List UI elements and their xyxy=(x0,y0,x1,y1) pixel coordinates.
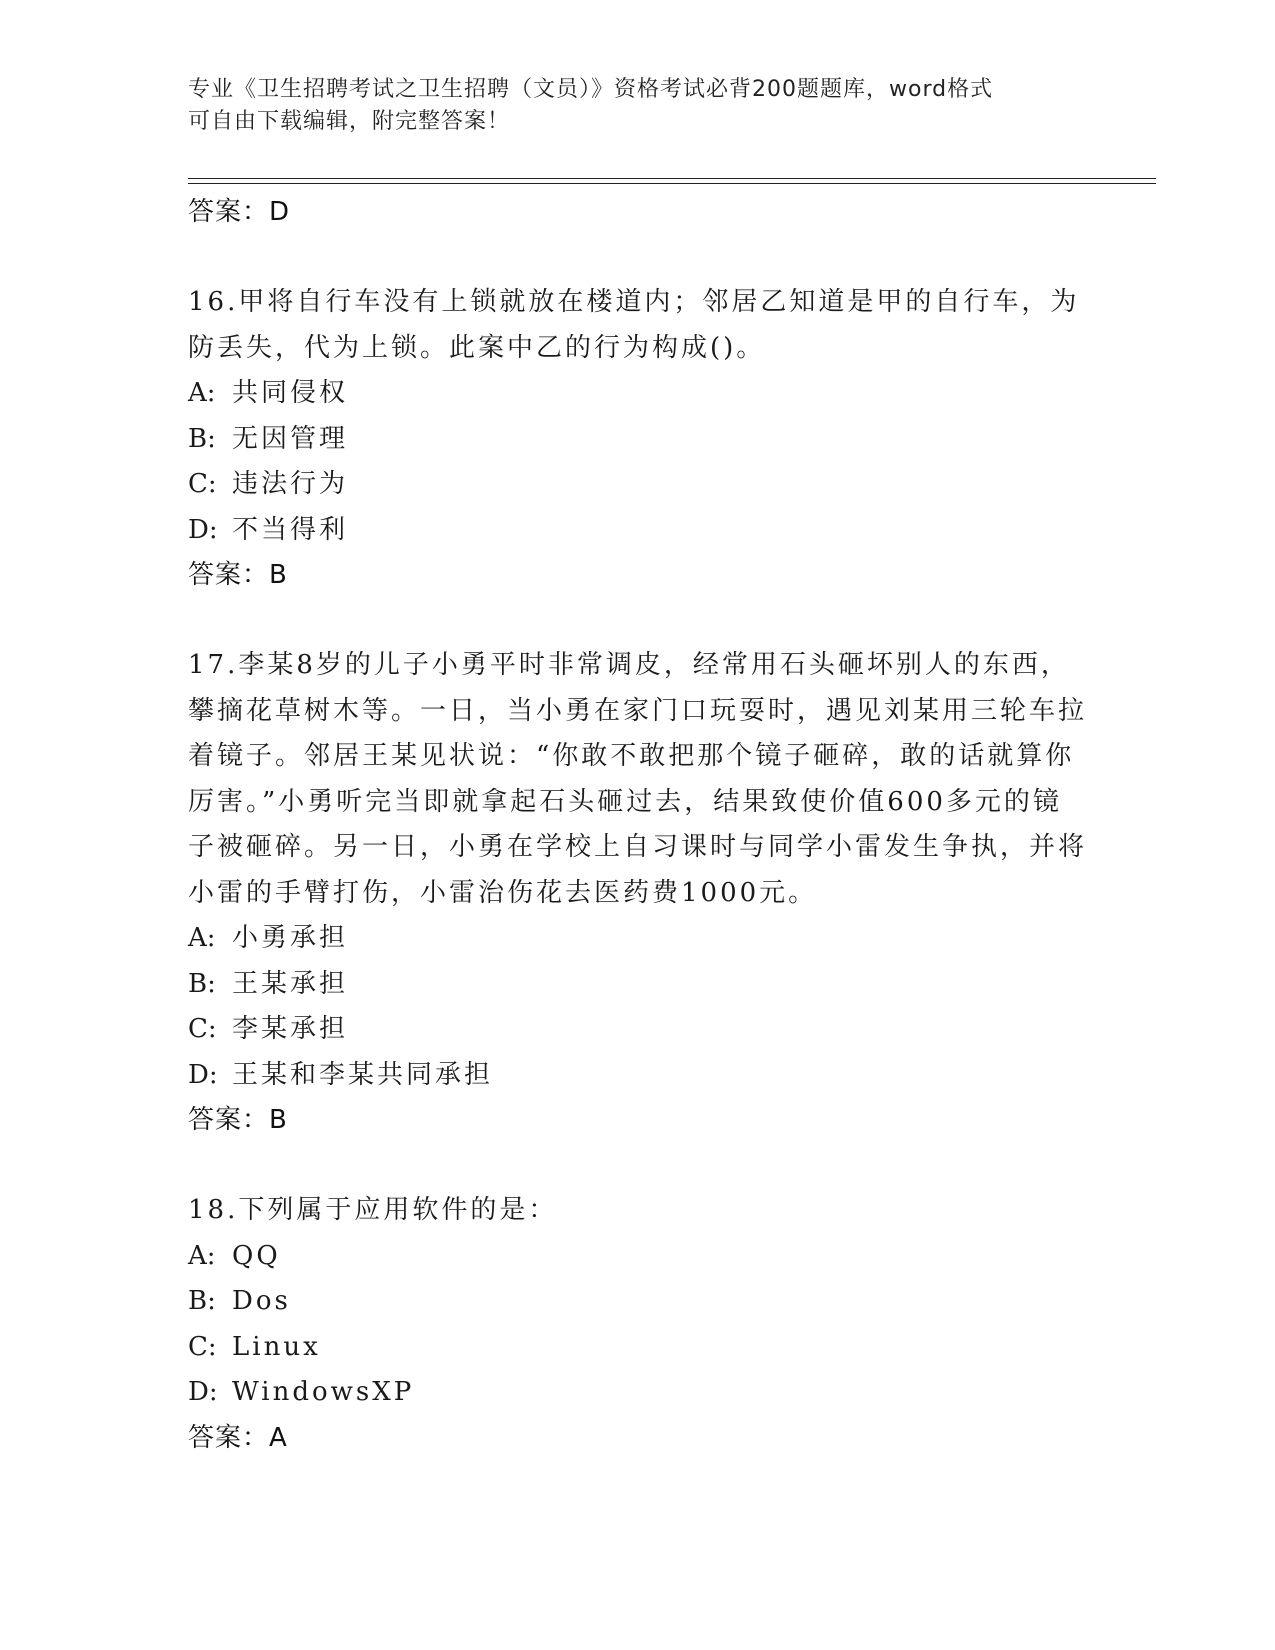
option-key: D: xyxy=(188,514,218,545)
option-text: 王某承担 xyxy=(232,968,349,999)
option-b xyxy=(188,1279,1088,1325)
header-line-1: 专业《卫生招聘考试之卫生招聘（文员）》资格考试必背200题题库，word格式 xyxy=(188,77,994,102)
option-a xyxy=(188,1234,1088,1280)
question-stem: 16.甲将自行车没有上锁就放在楼道内；邻居乙知道是甲的自行车，为防丢失，代为上锁。此案中乙的行为构成()。 xyxy=(188,287,1080,363)
question-17 xyxy=(188,643,1088,1143)
header-divider-top xyxy=(188,178,1156,179)
option-key: D: xyxy=(188,1377,218,1407)
option-c xyxy=(188,462,1088,508)
answer-line: 答案：B xyxy=(188,560,288,590)
option-d xyxy=(188,1053,1088,1099)
question-list xyxy=(188,190,1088,1461)
option-text: 李某承担 xyxy=(232,1014,349,1044)
answer-line: 答案：B xyxy=(188,1105,288,1135)
option-d xyxy=(188,508,1088,554)
option-text: 无因管理 xyxy=(232,423,349,454)
option-b xyxy=(188,962,1088,1008)
option-b xyxy=(188,417,1088,463)
option-key: B: xyxy=(188,1286,216,1316)
option-text: 小勇承担 xyxy=(232,923,349,953)
option-d xyxy=(188,1370,1088,1416)
option-key: C: xyxy=(188,1331,217,1362)
option-key: B: xyxy=(188,968,216,999)
option-text: Linux xyxy=(232,1331,321,1362)
option-key: C: xyxy=(188,1014,217,1044)
header-line-2: 可自由下载编辑，附完整答案！ xyxy=(188,109,511,134)
option-key: A: xyxy=(188,378,216,408)
option-text: 违法行为 xyxy=(232,469,349,499)
question-16 xyxy=(188,280,1088,598)
option-c xyxy=(188,1325,1088,1371)
answer-line: 答案：A xyxy=(188,1422,288,1453)
option-text: WindowsXP xyxy=(232,1377,415,1407)
document-header xyxy=(188,74,1088,138)
option-key: A: xyxy=(188,923,216,953)
option-text: 共同侵权 xyxy=(232,378,349,408)
header-divider-bottom xyxy=(188,183,1156,184)
option-text: Dos xyxy=(232,1286,291,1316)
option-key: A: xyxy=(188,1240,216,1271)
question-stem: 17.李某8岁的儿子小勇平时非常调皮，经常用石头砸坏别人的东西，攀摘花草树木等。一日，当小勇在家门口玩耍时，遇见刘某用三轮车拉着镜子。邻居王某见状说：“你敢不敢把那个镜子砸碎，敢的话就算你厉害。”小勇听完当即就拿起石头砸过去，结果致使价值600多元的镜子被砸碎。另一日，小勇在学校上自习课时与同学小雷发生争执，并将小雷的手臂打伤，小雷治伤花去医药费1000元。 xyxy=(188,650,1088,908)
question-18 xyxy=(188,1188,1088,1461)
option-a xyxy=(188,371,1088,417)
option-a xyxy=(188,916,1088,962)
option-text: 王某和李某共同承担 xyxy=(232,1059,494,1090)
option-key: B: xyxy=(188,423,216,454)
option-key: D: xyxy=(188,1059,218,1090)
option-c xyxy=(188,1007,1088,1053)
answer-line-15: 答案：D xyxy=(188,197,291,227)
option-text: QQ xyxy=(232,1240,281,1271)
option-key: C: xyxy=(188,469,217,499)
question-stem: 18.下列属于应用软件的是： xyxy=(188,1195,558,1225)
option-text: 不当得利 xyxy=(232,514,349,545)
